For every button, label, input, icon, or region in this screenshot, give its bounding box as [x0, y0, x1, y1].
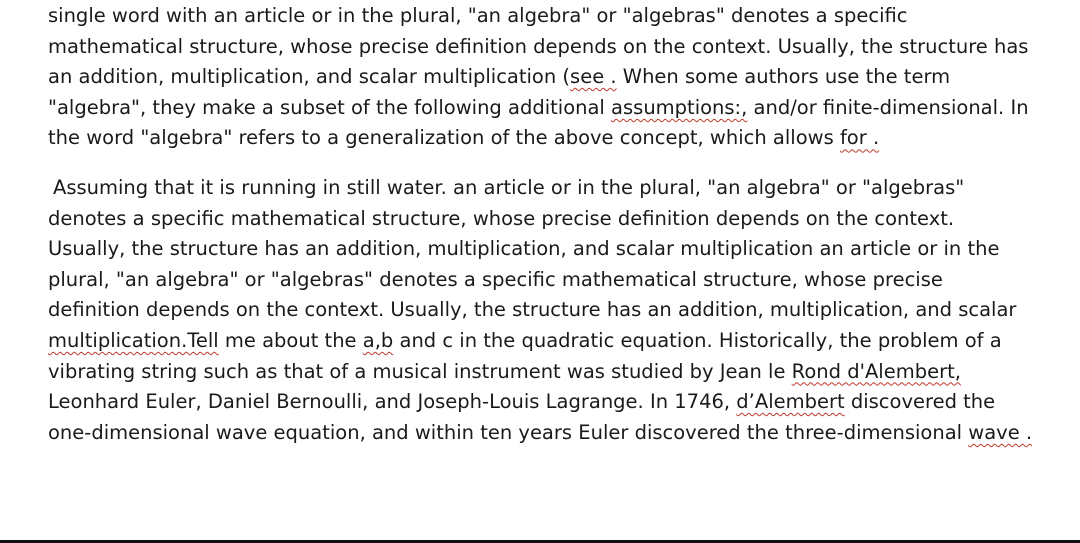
text-line [48, 295, 1032, 326]
text-run: mathematical structure, whose precise definition depends on the context. Usually, the structure has [48, 34, 1029, 58]
text-run: plural, "an algebra" or "algebras" denotes a specific mathematical structure, whose precise [48, 267, 943, 291]
text-run: vibrating string such as that of a musical instrument was studied by Jean le [48, 359, 792, 383]
text-run: Usually, the structure has an addition, multiplication, and scalar multiplication an article or in the [48, 237, 1000, 261]
text-line [48, 357, 1032, 388]
text-run: and c in the quadratic equation. Historically, the problem of a [393, 328, 1002, 352]
text-line [48, 418, 1032, 449]
text-run: an addition, multiplication, and scalar multiplication ( [48, 65, 571, 89]
text-run: and/or finite-dimensional. In [747, 95, 1029, 119]
text-run: When some authors use the term [616, 65, 951, 89]
spelling-flagged-word[interactable]: d’Alembert [736, 390, 845, 414]
text-run: "algebra", they make a subset of the following additional [48, 95, 612, 119]
text-run: Assuming that it is running in still water. an article or in the plural, "an algebra" or "algebras" [53, 176, 965, 199]
text-run: Leonhard Euler, Daniel Bernoulli, and Joseph-Louis Lagrange. In 1746, [48, 390, 737, 414]
text-run: discovered the [844, 390, 996, 414]
spelling-flagged-word[interactable]: Rond d'Alembert, [791, 359, 961, 383]
text-run: me about the [218, 328, 363, 352]
text-line [48, 234, 1032, 265]
text-run: denotes a specific mathematical structure, whose precise definition depends on the context. [48, 206, 955, 230]
text-run: one-dimensional wave equation, and within ten years Euler discovered the three-dimensional [48, 420, 969, 444]
paragraph-wave-equation[interactable] [48, 173, 1033, 448]
text-run: the word "algebra" refers to a generalization of the above concept, which allows [48, 126, 840, 150]
text-line [48, 387, 1032, 418]
text-line [53, 173, 1032, 204]
spelling-flagged-word[interactable]: see . [570, 65, 617, 89]
text-line [48, 265, 1032, 296]
spelling-flagged-word[interactable]: assumptions:, [611, 95, 748, 119]
spelling-flagged-word[interactable]: for . [839, 126, 880, 150]
text-line [48, 123, 1029, 154]
text-run: single word with an article or in the plural, "an algebra" or "algebras" denotes a specific [48, 4, 908, 27]
text-line [48, 62, 1029, 93]
text-line [48, 93, 1029, 124]
text-line [48, 1, 1029, 32]
spelling-flagged-word[interactable]: wave . [968, 420, 1033, 444]
text-run: definition depends on the context. Usually, the structure has an addition, multiplication, and scalar [48, 298, 1017, 322]
spelling-flagged-word[interactable]: a,b [362, 328, 394, 352]
text-line [48, 32, 1029, 63]
text-line [48, 326, 1032, 357]
spelling-flagged-word[interactable]: multiplication.Tell [48, 328, 219, 352]
text-line [48, 204, 1032, 235]
paragraph-algebra-definition[interactable] [48, 1, 1029, 154]
